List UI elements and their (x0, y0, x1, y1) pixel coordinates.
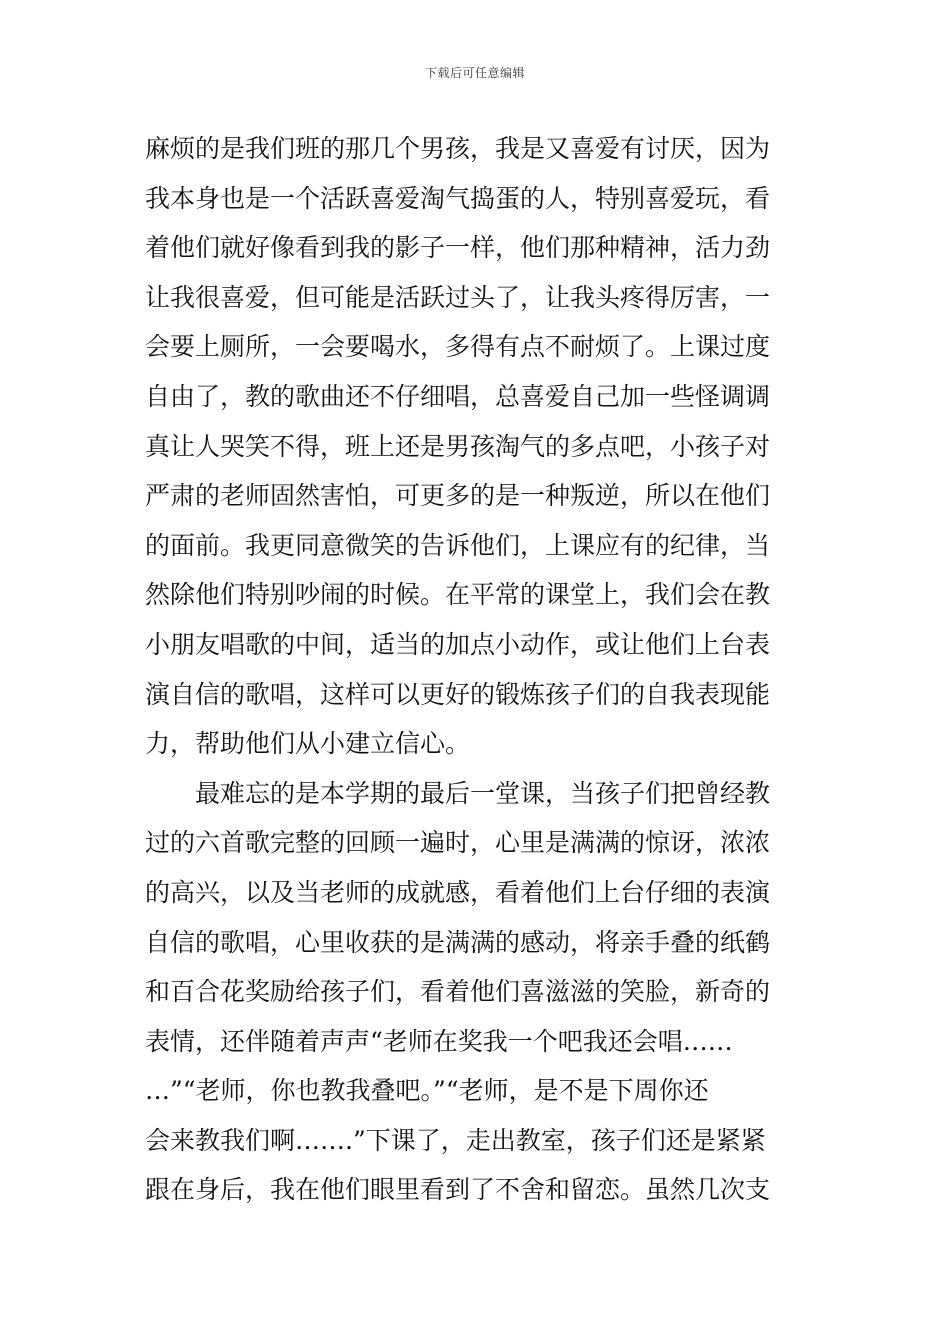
text-line: 麻烦的是我们班的那几个男孩，我是又喜爱有讨厌，因为 (145, 134, 771, 163)
body-text (145, 124, 815, 1215)
page-header: 下载后可任意编辑 (424, 66, 525, 80)
paragraph-start-line: 最难忘的是本学期的最后一堂课，当孩子们把曾经教 (195, 778, 771, 808)
text-line: 严肃的老师固然害怕，可更多的是一种叛逆，所以在他们 (145, 481, 771, 511)
text-line: …”“老师，你也教我叠吧。”“老师，是不是下周你还 (145, 1076, 709, 1106)
text-line: 然除他们特别吵闹的时候。在平常的课堂上，我们会在教 (145, 580, 771, 610)
text-line: 真让人哭笑不得，班上还是男孩淘气的多点吧，小孩子对 (145, 431, 771, 461)
text-line: 自由了，教的歌曲还不仔细唱，总喜爱自己加一些怪调调 (145, 381, 771, 411)
text-line: 的面前。我更同意微笑的告诉他们，上课应有的纪律，当 (145, 530, 771, 560)
text-line: 让我很喜爱，但可能是活跃过头了，让我头疼得厉害，一 (145, 282, 771, 312)
text-line: 的高兴，以及当老师的成就感，看着他们上台仔细的表演 (145, 877, 771, 907)
text-line: 跟在身后，我在他们眼里看到了不舍和留恋。虽然几次支 (145, 1175, 771, 1205)
text-line: 小朋友唱歌的中间，适当的加点小动作，或让他们上台表 (145, 629, 771, 659)
text-line: 我本身也是一个活跃喜爱淘气捣蛋的人，特别喜爱玩，看 (145, 183, 771, 213)
text-line: 表情，还伴随着声声“老师在奖我一个吧我还会唱…… (145, 1026, 733, 1056)
text-line: 自信的歌唱，心里收获的是满满的感动，将亲手叠的纸鹤 (145, 927, 771, 957)
text-line: 和百合花奖励给孩子们，看着他们喜滋滋的笑脸，新奇的 (145, 977, 771, 1007)
text-line: 着他们就好像看到我的影子一样，他们那种精神，活力劲 (145, 233, 771, 263)
text-line: 过的六首歌完整的回顾一遍时，心里是满满的惊讶，浓浓 (145, 828, 771, 858)
text-line: 力，帮助他们从小建立信心。 (145, 729, 471, 759)
text-line: 演自信的歌唱，这样可以更好的锻炼孩子们的自我表现能 (145, 679, 771, 709)
text-line: 会要上厕所，一会要喝水，多得有点不耐烦了。上课过度 (145, 332, 771, 362)
text-line: 会来教我们啊…….”下课了，走出教室，孩子们还是紧紧 (145, 1125, 766, 1155)
